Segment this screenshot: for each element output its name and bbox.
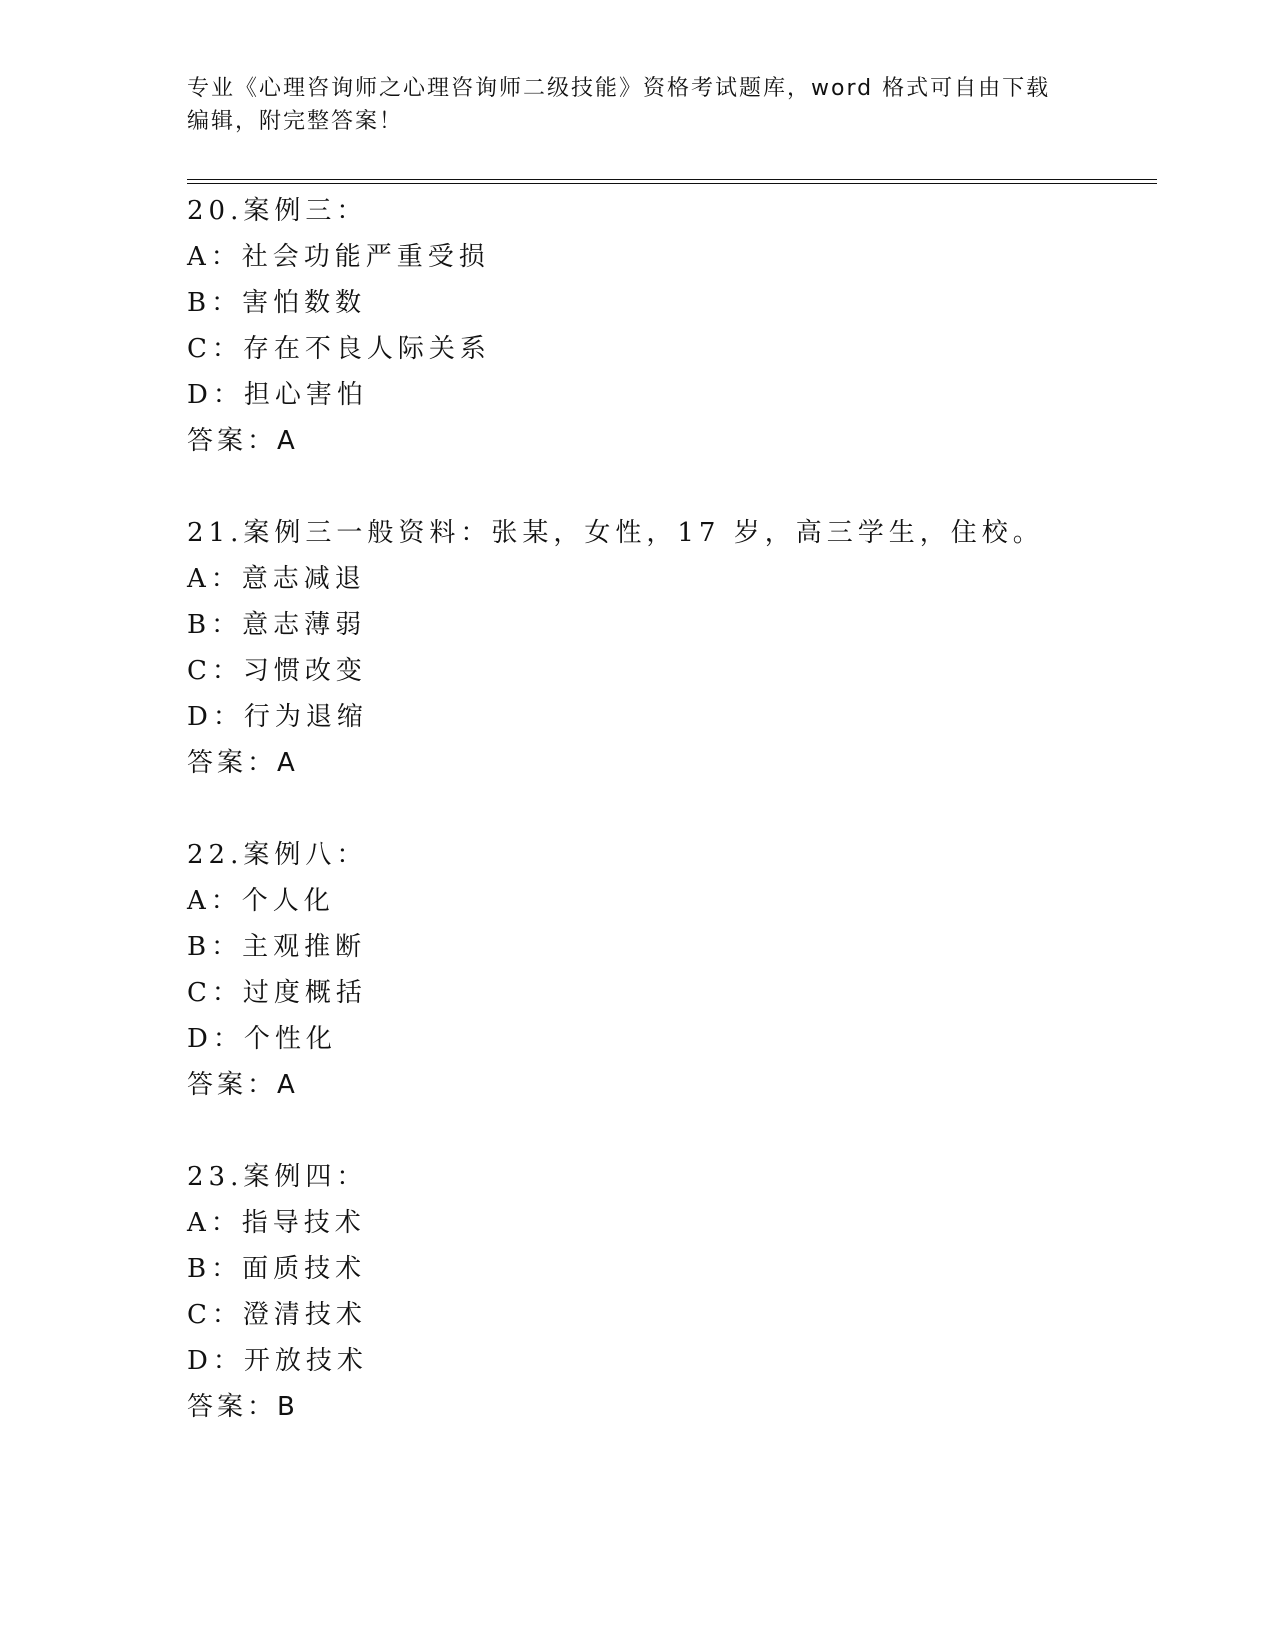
question-title: 23.案例四： (187, 1162, 368, 1192)
answer-line: 答案：A (187, 1070, 299, 1100)
answer-line: 答案：A (187, 748, 299, 778)
option-a: A：个人化 (187, 886, 335, 916)
answer-line: 答案：A (187, 426, 299, 456)
question-22 (187, 832, 1157, 1108)
question-20 (187, 188, 1157, 464)
option-b: B：害怕数数 (187, 288, 367, 318)
header-line-1: 专业《心理咨询师之心理咨询师二级技能》资格考试题库，word 格式可自由下载 (187, 76, 1051, 101)
option-d: D：个性化 (187, 1024, 337, 1054)
option-c: C：存在不良人际关系 (187, 334, 491, 364)
option-b: B：意志薄弱 (187, 610, 367, 640)
option-d: D：担心害怕 (187, 380, 368, 410)
option-c: C：澄清技术 (187, 1300, 367, 1330)
option-a: A：意志减退 (187, 564, 366, 594)
question-23 (187, 1154, 1157, 1430)
option-b: B：面质技术 (187, 1254, 367, 1284)
question-list (187, 188, 1157, 1476)
option-b: B：主观推断 (187, 932, 367, 962)
document-header (187, 72, 1087, 138)
header-divider-top (187, 179, 1157, 180)
question-title: 22.案例八： (187, 840, 368, 870)
question-title: 21.案例三一般资料：张某，女性，17 岁，高三学生，住校。 (187, 518, 1044, 548)
question-title: 20.案例三： (187, 196, 368, 226)
header-divider-bottom (187, 183, 1157, 184)
header-line-2: 编辑，附完整答案！ (187, 109, 404, 134)
answer-line: 答案：B (187, 1392, 299, 1422)
option-a: A：指导技术 (187, 1208, 366, 1238)
option-c: C：习惯改变 (187, 656, 367, 686)
option-c: C：过度概括 (187, 978, 367, 1008)
option-d: D：行为退缩 (187, 702, 368, 732)
question-21 (187, 510, 1157, 786)
option-d: D：开放技术 (187, 1346, 368, 1376)
option-a: A：社会功能严重受损 (187, 242, 490, 272)
